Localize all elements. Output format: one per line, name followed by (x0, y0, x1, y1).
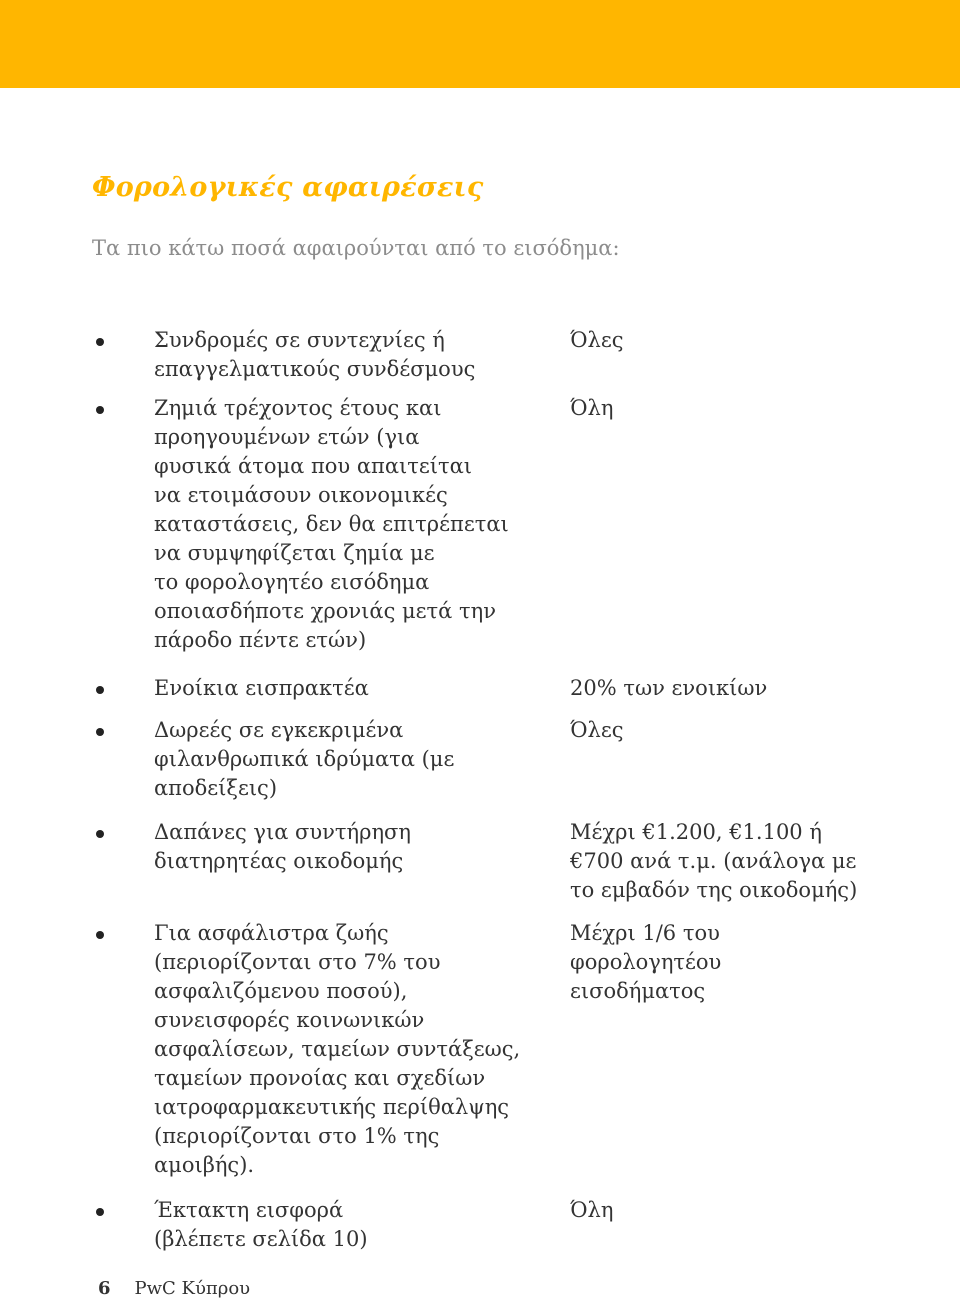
deduction-amount: Όλες (570, 328, 624, 352)
deduction-amount: 20% των ενοικίων (570, 676, 768, 700)
deduction-amount: Μέχρι 1/6 του φορολογητέου εισοδήματος (570, 921, 722, 1003)
deduction-description: Ζημιά τρέχοντος έτους και προηγουμένων ετών (για φυσικά άτομα που απαιτείται να ετοιμάσουν οικονομικές καταστάσεις, δεν θα επιτρέπεται να συμψηφίζεται ζημία με το φορολογητέο εισόδημα οποιασδήποτε χρονιάς μετά την πάροδο πέντε ετών) (154, 396, 509, 652)
publisher-name: PwC Κύπρου (134, 1278, 251, 1299)
deduction-description: Δαπάνες για συντήρηση διατηρητέας οικοδομής (154, 820, 411, 873)
bullet-icon (96, 830, 104, 838)
deduction-description: Δωρεές σε εγκεκριμένα φιλανθρωπικά ιδρύματα (με αποδείξεις) (154, 718, 455, 800)
deduction-description: Έκτακτη εισφορά (βλέπετε σελίδα 10) (154, 1198, 368, 1251)
deduction-amount: Όλη (570, 396, 614, 420)
page-subtitle: Τα πιο κάτω ποσά αφαιρούνται από το εισόδημα: (92, 236, 620, 260)
deduction-amount: Όλες (570, 718, 624, 742)
bullet-icon (96, 728, 104, 736)
page-title: Φορολογικές αφαιρέσεις (92, 172, 484, 203)
bullet-icon (96, 1208, 104, 1216)
deduction-amount: Όλη (570, 1198, 614, 1222)
header-color-band (0, 0, 960, 88)
page-number: 6 (98, 1278, 111, 1299)
bullet-icon (96, 338, 104, 346)
bullet-icon (96, 406, 104, 414)
bullet-icon (96, 931, 104, 939)
deduction-description: Συνδρομές σε συντεχνίες ή επαγγελματικούς συνδέσμους (154, 328, 476, 381)
page-footer (98, 1278, 250, 1299)
deduction-description: Για ασφάλιστρα ζωής (περιορίζονται στο 7% του ασφαλιζόμενου ποσού), συνεισφορές κοινωνικών ασφαλίσεων, ταμείων συντάξεως, ταμείων προνοίας και σχεδίων ιατροφαρμακευτικής περίθαλψης (περιορίζονται στο 1% της αμοιβής). (154, 921, 521, 1177)
bullet-icon (96, 686, 104, 694)
deduction-description: Ενοίκια εισπρακτέα (154, 676, 369, 700)
deduction-amount: Μέχρι €1.200, €1.100 ή €700 ανά τ.μ. (ανάλογα με το εμβαδόν της οικοδομής) (570, 820, 858, 902)
